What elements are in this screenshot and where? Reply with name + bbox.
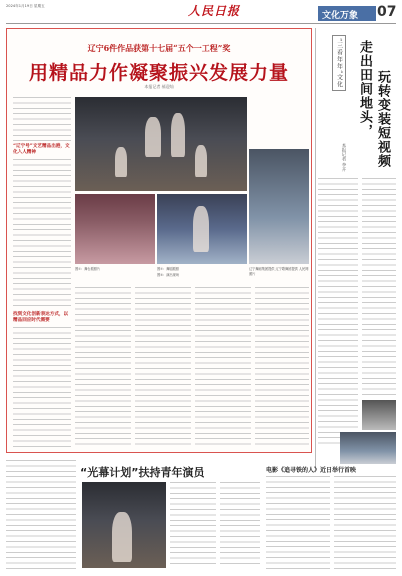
right-photo-bw bbox=[362, 400, 396, 430]
bottom-text-col-4 bbox=[266, 476, 330, 570]
right-photo-color bbox=[340, 432, 396, 464]
feature-title: 用精品力作凝聚振兴发展力量 bbox=[28, 62, 289, 84]
feature-text-col-3 bbox=[135, 287, 191, 447]
feature-caption-credit: 辽宁舞蹈集团提供 辽宁歌舞团提供 人民网照片 bbox=[249, 267, 309, 276]
right-text-col-b bbox=[362, 178, 396, 398]
feature-photo-crowd bbox=[75, 194, 155, 264]
photo-figure bbox=[145, 117, 161, 157]
right-byline: 本报记者 李卉 bbox=[341, 143, 346, 172]
bottom-side-headline: 电影《追寻铁的人》近日举行首映 bbox=[266, 467, 357, 474]
feature-caption-3: 图③：演出现场 bbox=[157, 273, 179, 277]
bottom-text-col-3 bbox=[220, 482, 260, 568]
photo-figure bbox=[115, 147, 127, 177]
right-headline-1: 走出田间地头， bbox=[357, 40, 372, 138]
feature-text-col-5 bbox=[255, 287, 309, 447]
middle-text-col-1 bbox=[318, 28, 320, 29]
feature-subhead-1: “辽宁号”文艺精品出港，文化入人精神 bbox=[13, 144, 70, 155]
body-text-filler bbox=[13, 327, 71, 447]
feature-photo-main bbox=[75, 97, 247, 191]
photo-figure bbox=[195, 145, 207, 177]
right-kicker-box bbox=[332, 35, 346, 91]
page-number: 07 bbox=[377, 4, 397, 20]
photo-figure bbox=[112, 512, 132, 562]
feature-byline: 本报记者 郝迎灿 bbox=[144, 84, 174, 89]
right-headline-2: 玩转变装短视频 bbox=[375, 70, 390, 168]
feature-caption-2: 图②：舞剧剧照 bbox=[157, 267, 179, 271]
right-text-col-a bbox=[318, 178, 358, 448]
bottom-photo bbox=[82, 482, 166, 568]
header-date: 2024年1月19日 星期五 bbox=[6, 4, 45, 8]
feature-photo-side bbox=[249, 149, 309, 264]
feature-photo-dance bbox=[157, 194, 247, 264]
masthead-logo: 人民日报 bbox=[188, 4, 241, 18]
body-text-filler bbox=[13, 159, 71, 309]
bottom-text-col-5 bbox=[334, 476, 396, 570]
feature-text-col-2 bbox=[75, 287, 131, 447]
feature-kicker: 辽宁6件作品获第十七届“五个一工程”奖 bbox=[87, 43, 231, 53]
header-rule bbox=[6, 23, 396, 24]
section-tab: 文化万象 bbox=[318, 6, 376, 21]
body-text-filler bbox=[13, 97, 71, 141]
vertical-rule bbox=[315, 28, 316, 468]
feature-text-col-4 bbox=[195, 287, 251, 447]
right-kicker: “三看年年”文化 bbox=[335, 37, 343, 89]
bottom-text-col-2 bbox=[170, 482, 216, 568]
feature-article bbox=[6, 28, 312, 453]
bottom-headline: “光幕计划”扶持青年演员 bbox=[80, 466, 205, 479]
feature-subhead-2: 找到文化创新表达方式，以精品回应时代需要 bbox=[13, 312, 69, 323]
photo-figure bbox=[193, 206, 209, 252]
feature-caption-1: 图①：舞台剧照片 bbox=[75, 267, 101, 271]
photo-figure bbox=[171, 113, 185, 157]
feature-text-col-1 bbox=[13, 97, 71, 447]
bottom-text-col-1 bbox=[6, 460, 76, 570]
